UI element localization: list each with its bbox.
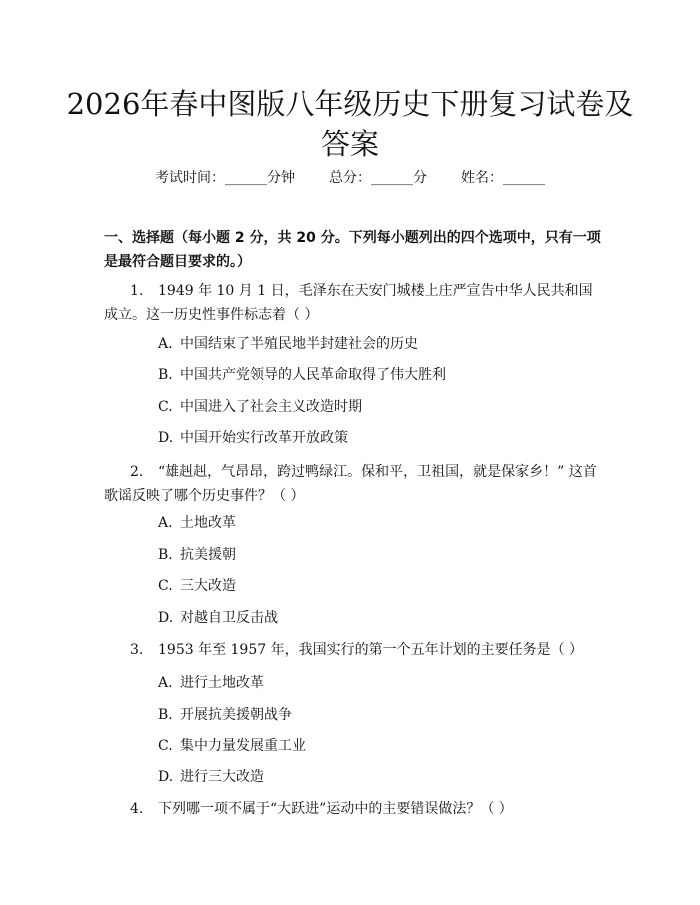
question-4-stem <box>104 797 601 821</box>
option-text: 中国进入了社会主义改造时期 <box>180 399 362 415</box>
question-text: “雄赳赳，气昂昂，跨过鸭绿江。保和平，卫祖国，就是保家乡！” 这首歌谣反映了哪个历史事件？（ ） <box>104 464 597 504</box>
question-1-stem <box>104 279 601 327</box>
question-text: 下列哪一项不属于“大跃进”运动中的主要错误做法？（ ） <box>158 801 513 817</box>
question-1-option-b <box>158 365 446 385</box>
document-title: 2026年春中图版八年级历史下册复习试卷及答案 <box>66 87 634 161</box>
total-score-unit: 分 <box>413 170 427 186</box>
exam-time-blank: ______ <box>225 170 267 186</box>
question-1-option-d <box>158 428 348 448</box>
question-number: 1. <box>130 283 144 299</box>
question-2-option-a <box>158 513 236 533</box>
option-letter: D. <box>158 610 174 626</box>
question-2-option-c <box>158 576 236 596</box>
student-name-blank: ______ <box>503 170 545 186</box>
question-number: 3. <box>130 642 144 658</box>
question-number: 4. <box>130 801 144 817</box>
option-text: 进行土地改革 <box>180 675 264 691</box>
student-name-label: 姓名： <box>461 170 503 186</box>
question-1-option-a <box>158 334 418 354</box>
exam-time-label: 考试时间： <box>155 170 225 186</box>
question-text: 1949 年 10 月 1 日，毛泽东在天安门城楼上庄严宣告中华人民共和国成立。这一历史性事件标志着（ ） <box>104 283 593 323</box>
section-heading-choice: 一、选择题（每小题 2 分，共 20 分。下列每小题列出的四个选项中，只有一项是最符合题目要求的。） <box>104 230 601 270</box>
option-letter: B. <box>158 367 173 383</box>
option-letter: B. <box>158 707 173 723</box>
question-2-option-d <box>158 608 278 628</box>
option-letter: A. <box>158 515 173 531</box>
question-number: 2. <box>130 464 144 480</box>
question-3-option-b <box>158 705 292 725</box>
option-text: 进行三大改造 <box>180 769 264 785</box>
option-letter: D. <box>158 430 174 446</box>
option-letter: D. <box>158 769 174 785</box>
total-score-blank: ______ <box>371 170 413 186</box>
option-letter: B. <box>158 547 173 563</box>
option-text: 集中力量发展重工业 <box>180 738 306 754</box>
option-letter: C. <box>158 399 173 415</box>
option-letter: C. <box>158 578 173 594</box>
option-letter: A. <box>158 336 173 352</box>
question-1-option-c <box>158 397 362 417</box>
option-text: 对越自卫反击战 <box>180 610 278 626</box>
option-text: 三大改造 <box>180 578 236 594</box>
option-text: 中国共产党领导的人民革命取得了伟大胜利 <box>180 367 446 383</box>
exam-time-unit: 分钟 <box>267 170 295 186</box>
question-2-option-b <box>158 545 236 565</box>
option-letter: A. <box>158 675 173 691</box>
question-3-option-c <box>158 736 306 756</box>
total-score-label: 总分： <box>329 170 371 186</box>
option-text: 开展抗美援朝战争 <box>180 707 292 723</box>
option-text: 土地改革 <box>180 515 236 531</box>
exam-info-line <box>0 168 700 188</box>
question-3-option-d <box>158 767 264 787</box>
question-3-option-a <box>158 673 264 693</box>
option-text: 抗美援朝 <box>180 547 236 563</box>
question-text: 1953 年至 1957 年，我国实行的第一个五年计划的主要任务是（ ） <box>158 642 584 658</box>
option-text: 中国开始实行改革开放政策 <box>180 430 348 446</box>
option-text: 中国结束了半殖民地半封建社会的历史 <box>180 336 418 352</box>
option-letter: C. <box>158 738 173 754</box>
question-3-stem <box>104 638 601 662</box>
question-2-stem <box>104 460 601 508</box>
